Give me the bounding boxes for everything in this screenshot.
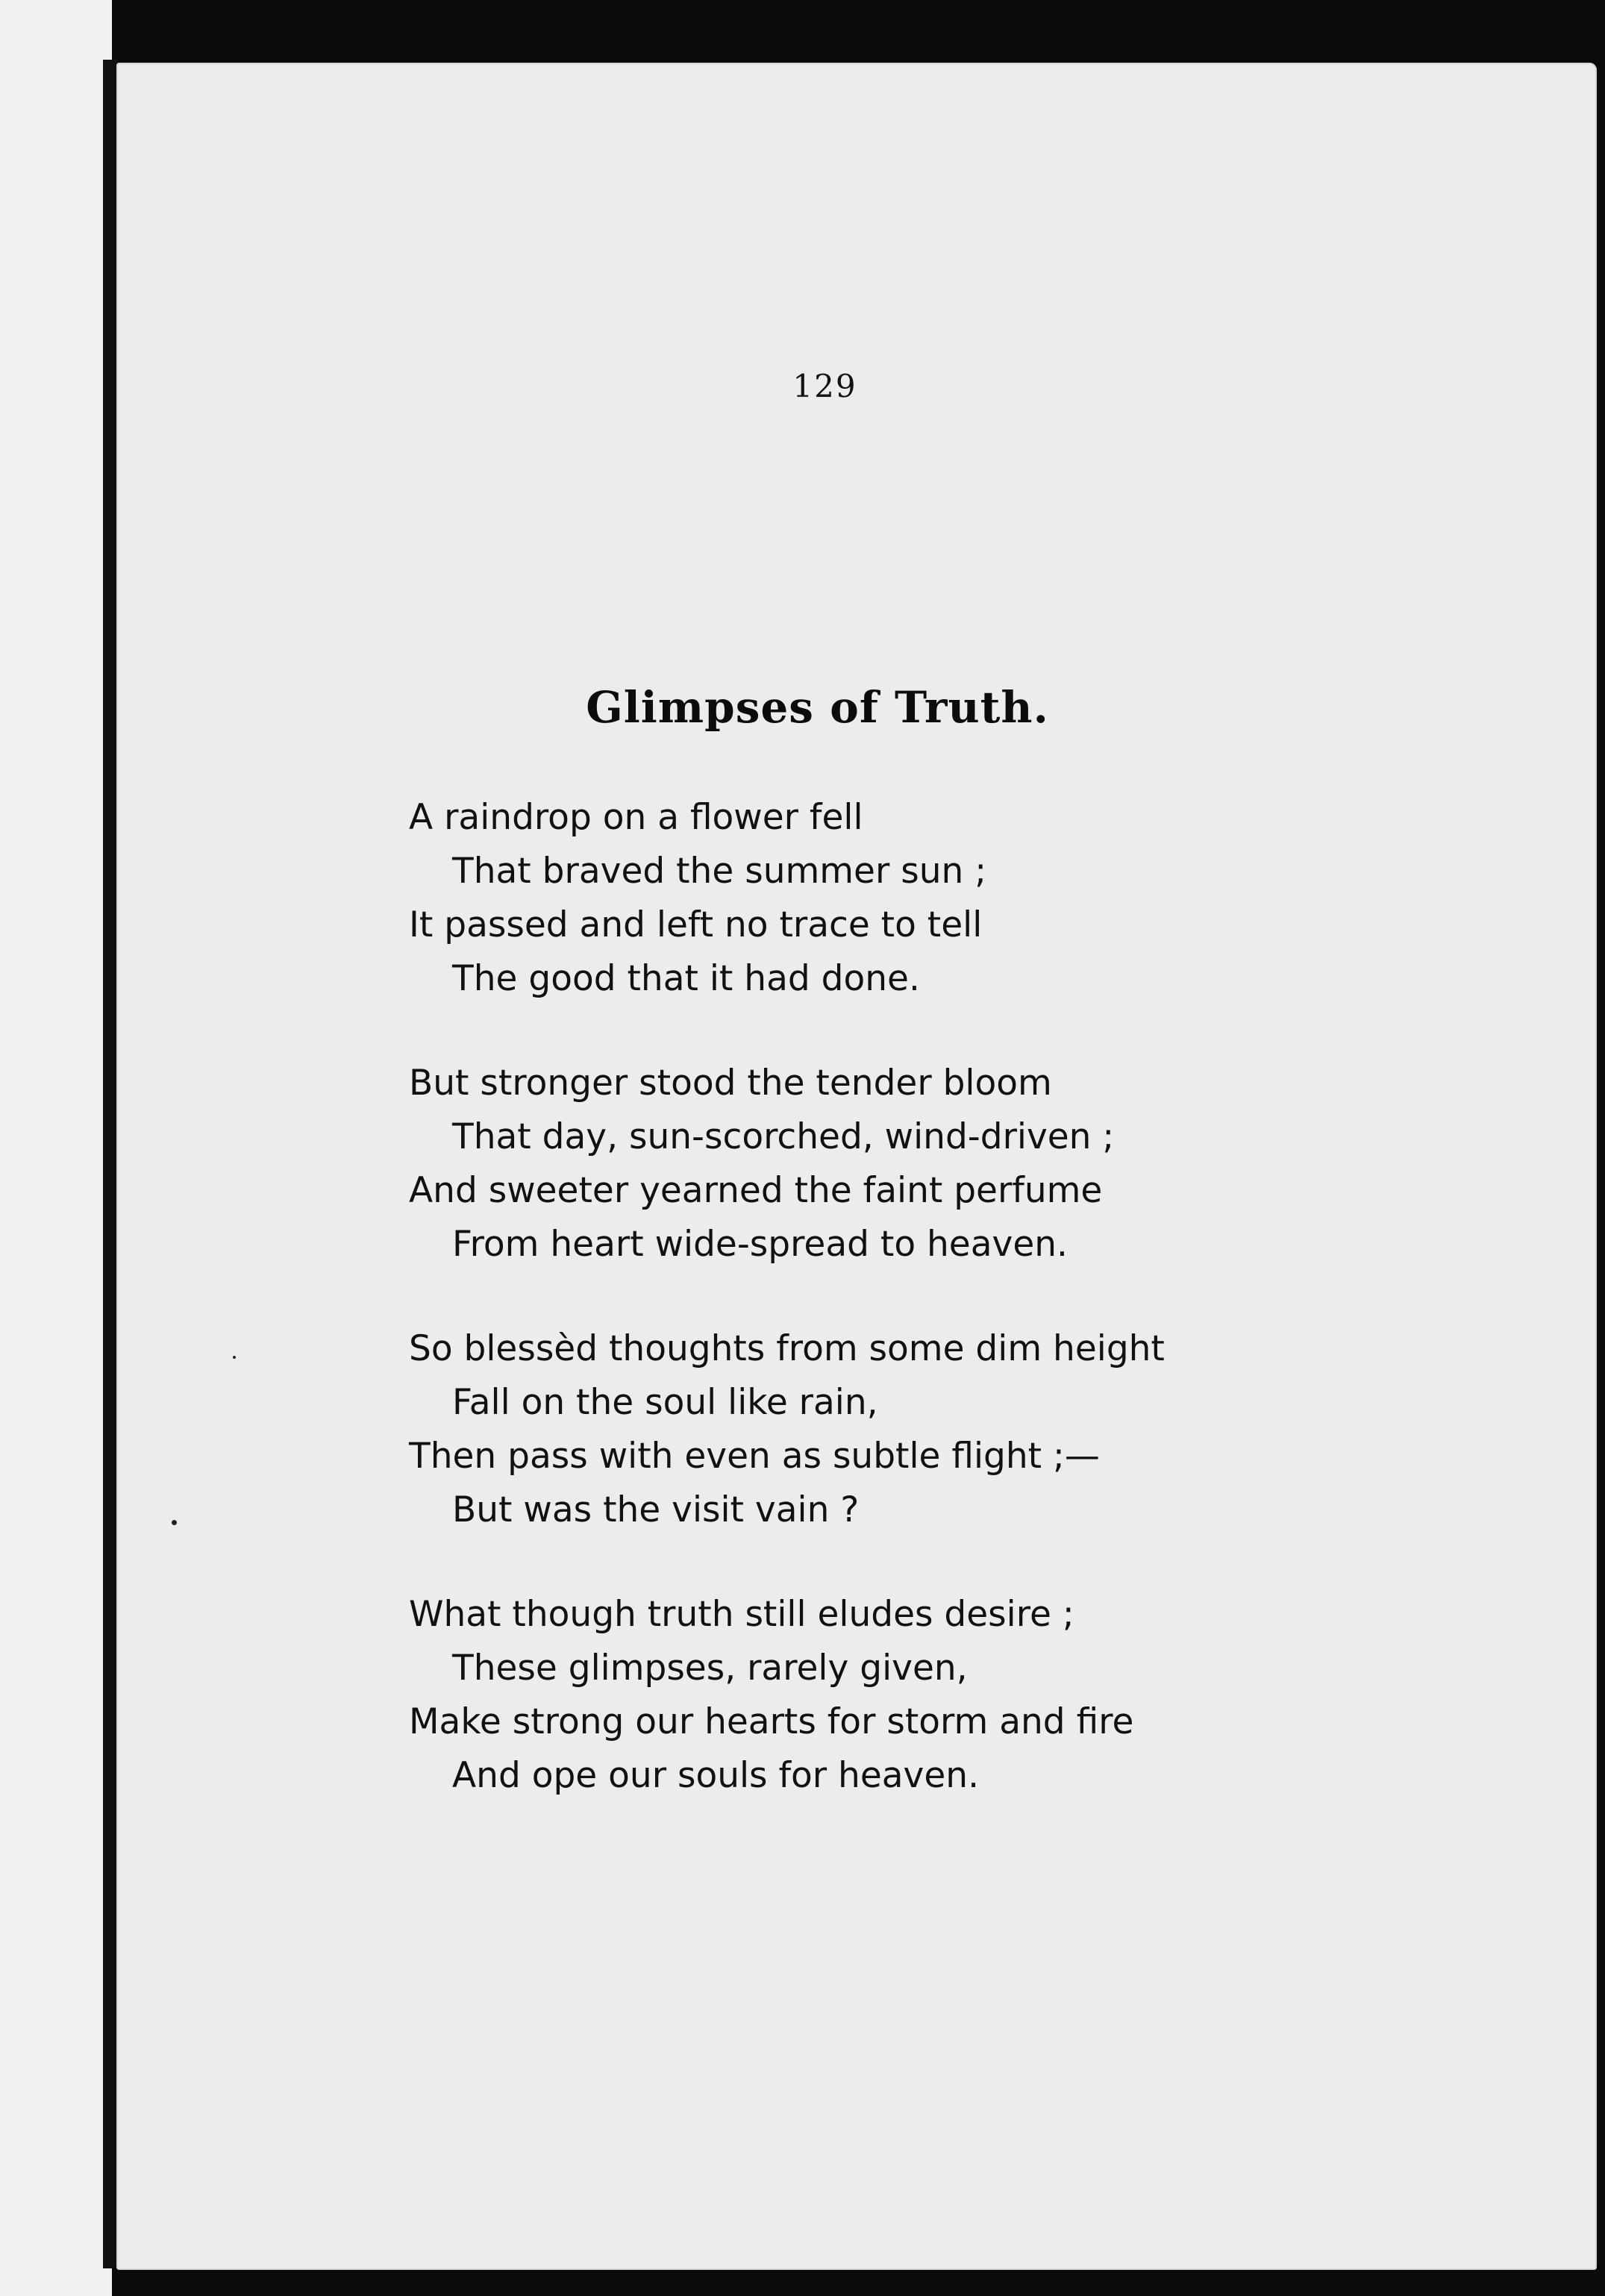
poem-line: And ope our souls for heaven. (452, 1755, 980, 1796)
poem-line: What though truth still eludes desire ; (409, 1594, 1074, 1635)
scan-speck (233, 1356, 236, 1359)
stanza (409, 1057, 1304, 1271)
poem-line: But stronger stood the tender bloom (409, 1063, 1052, 1104)
stanza (409, 1588, 1304, 1803)
poem-line: So blessèd thoughts from some dim height (409, 1328, 1165, 1369)
poem-line: Fall on the soul like rain, (452, 1382, 878, 1423)
poem-title: Glimpses of Truth. (586, 682, 1049, 733)
page-number: 129 (792, 368, 857, 404)
scan-speck (172, 1520, 177, 1525)
poem-line: That day, sun-scorched, wind-driven ; (452, 1116, 1115, 1157)
poem-line: These glimpses, rarely given, (452, 1648, 968, 1689)
poem-line: Then pass with even as subtle flight ;— (409, 1436, 1100, 1477)
poem-body (409, 791, 1304, 1854)
poem-line: The good that it had done. (452, 958, 920, 999)
poem-line: That braved the summer sun ; (452, 851, 987, 892)
stanza (409, 791, 1304, 1006)
poem-line: But was the visit vain ? (452, 1489, 860, 1530)
poem-line: Make strong our hearts for storm and fire (409, 1701, 1134, 1742)
poem-line: It passed and left no trace to tell (409, 904, 983, 945)
poem-line: And sweeter yearned the faint perfume (409, 1170, 1103, 1211)
poem-line: A raindrop on a flower fell (409, 797, 863, 838)
stanza (409, 1322, 1304, 1537)
facing-page-edge (0, 0, 112, 2296)
poem-line: From heart wide-spread to heaven. (452, 1224, 1068, 1265)
